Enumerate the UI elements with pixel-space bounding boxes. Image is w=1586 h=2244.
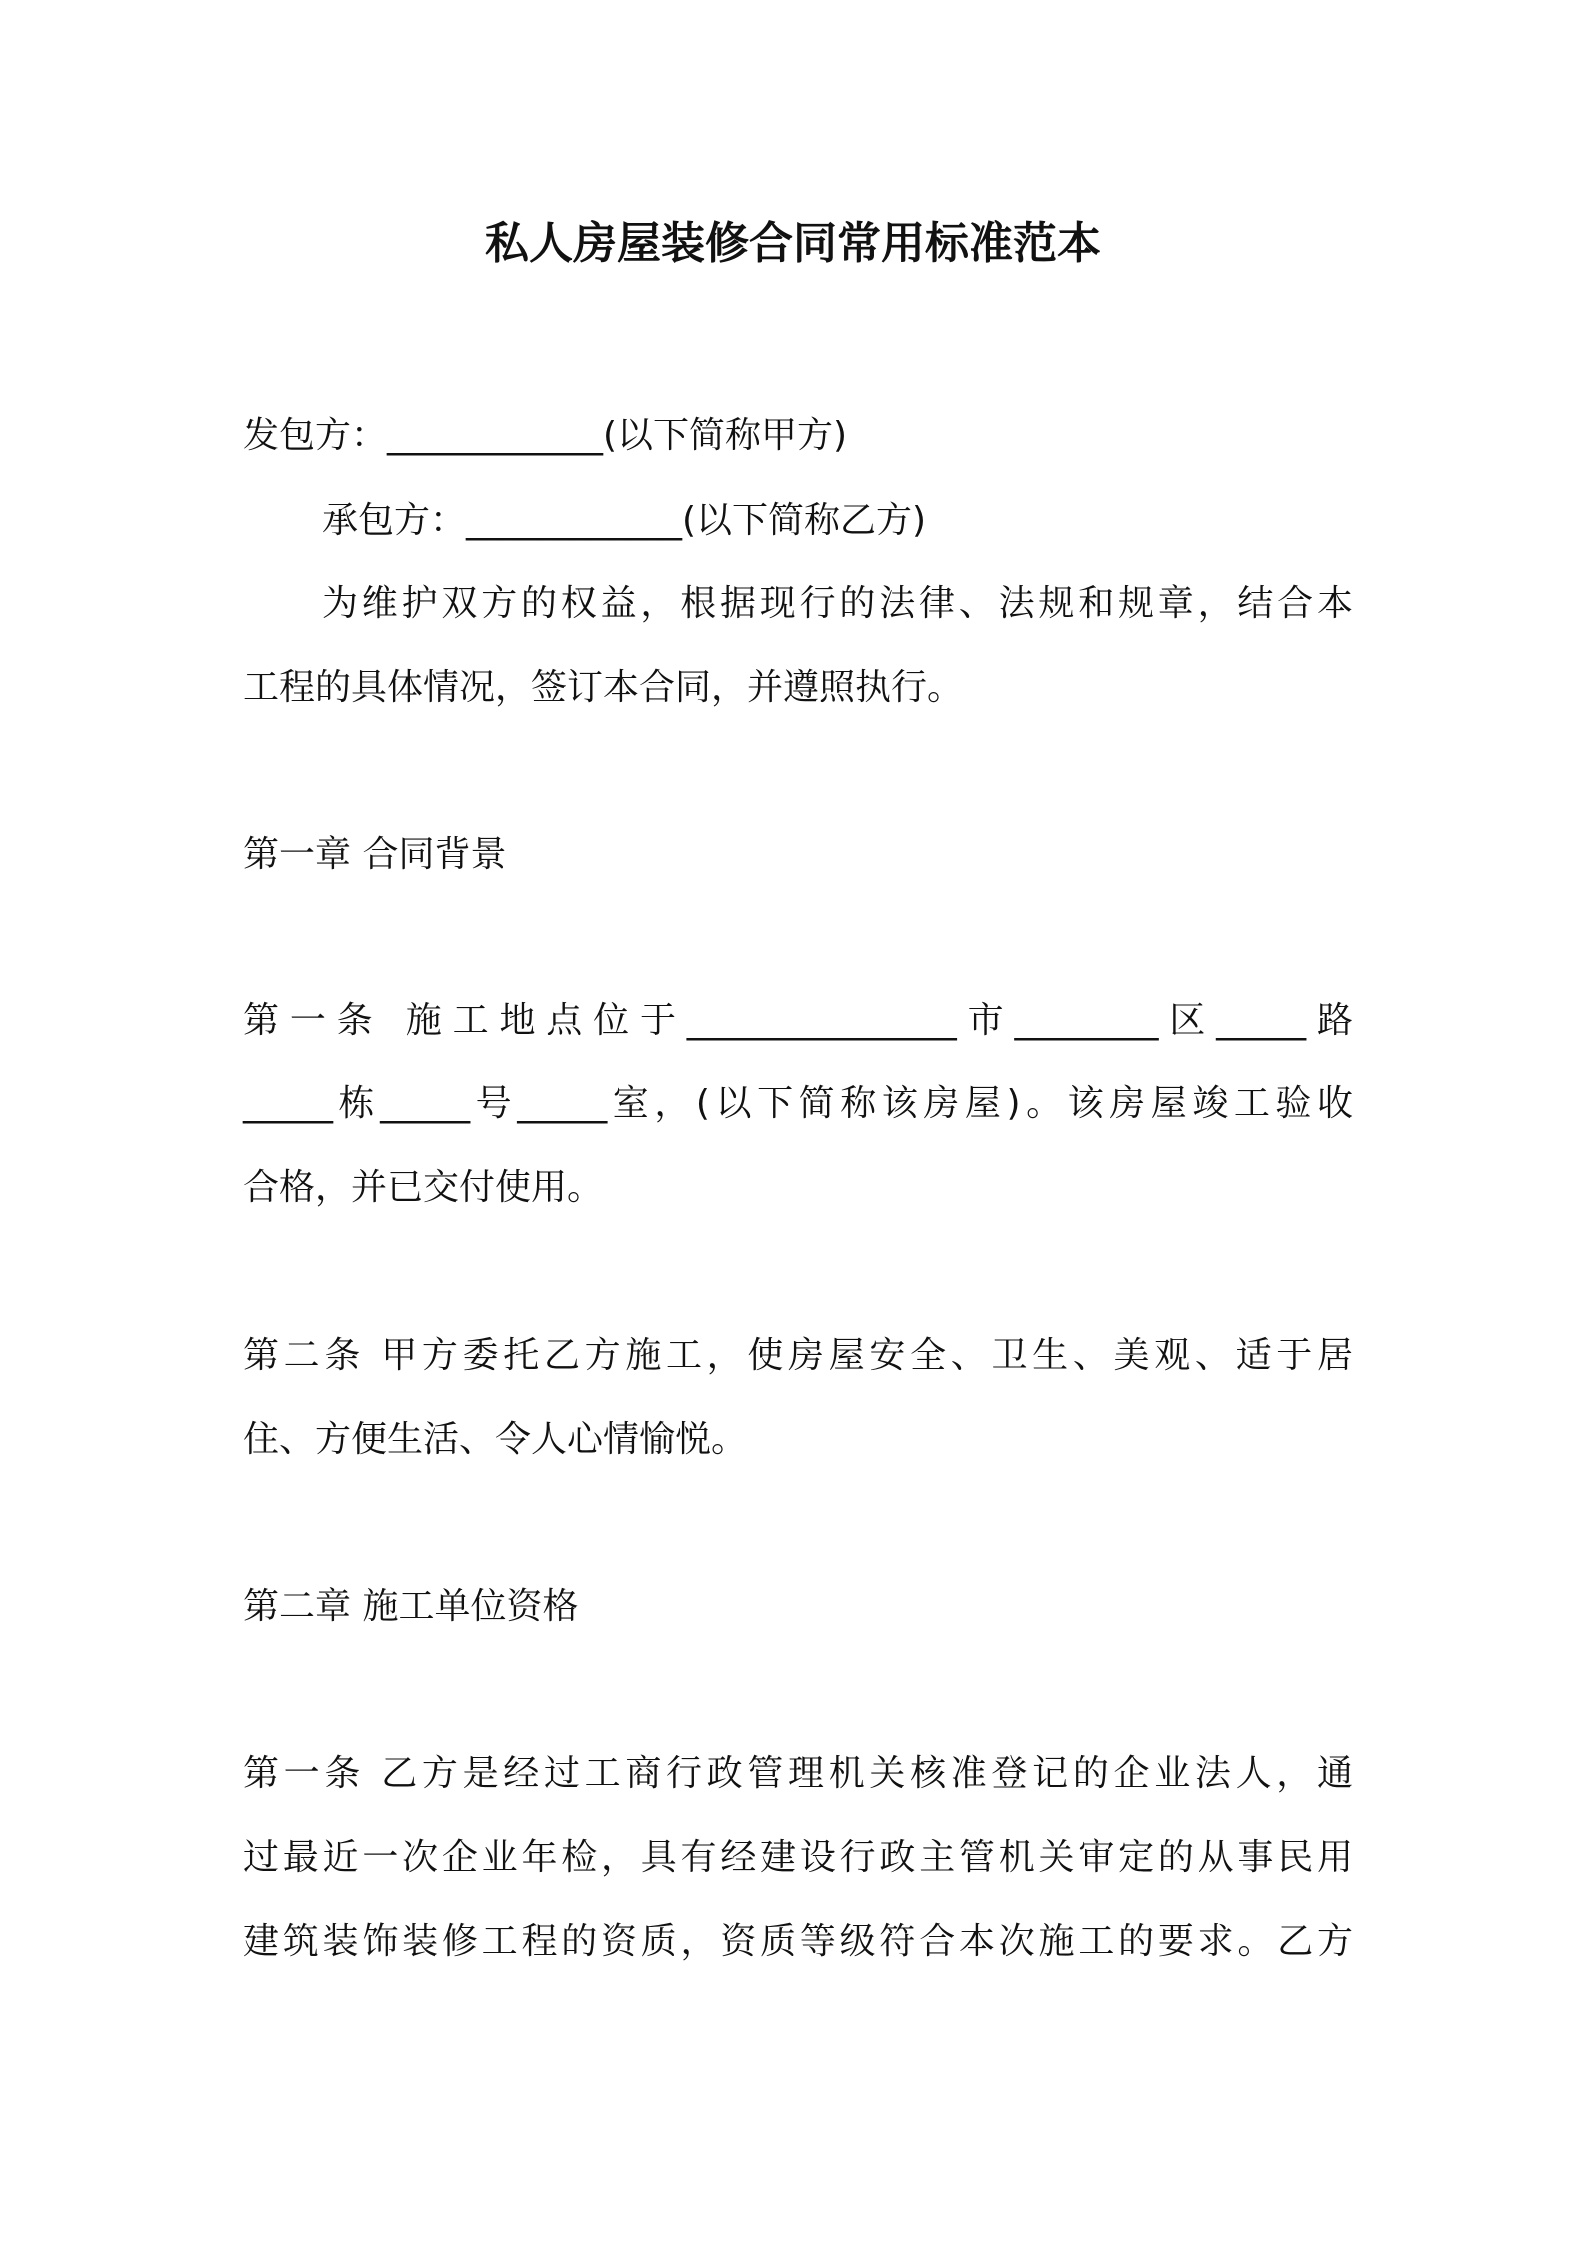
preamble-line-2: 工程的具体情况，签订本合同，并遵照执行。 [243, 667, 964, 708]
chapter-2-article-1-line-2: 过最近一次企业年检，具有经建设行政主管机关审定的从事民用 [243, 1837, 1353, 1878]
chapter-1-article-1-line-3: 合格，并已交付使用。 [243, 1167, 604, 1208]
document-title: 私人房屋装修合同常用标准范本 [485, 218, 1101, 269]
chapter-1-article-1-line-2: _____栋_____号_____室，(以下简称该房屋)。该房屋竣工验收 [243, 1083, 1353, 1124]
contractor-blank: ____________ [466, 500, 683, 541]
chapter-2-article-1-line-3: 建筑装饰装修工程的资质，资质等级符合本次施工的要求。乙方 [243, 1921, 1353, 1962]
contractor-line [322, 495, 926, 547]
chapter-2-heading: 第二章 施工单位资格 [243, 1586, 579, 1627]
employer-blank: ____________ [387, 415, 604, 456]
contractor-alias: (以下简称乙方) [682, 500, 927, 541]
employer-line [243, 410, 847, 462]
chapter-1-article-2-line-1: 第二条 甲方委托乙方施工，使房屋安全、卫生、美观、适于居 [243, 1335, 1353, 1376]
employer-alias: (以下简称甲方) [603, 415, 848, 456]
chapter-1-heading: 第一章 合同背景 [243, 834, 507, 875]
chapter-1-article-1-line-1: 第一条 施工地点位于_______________市________区_____路 [243, 1000, 1353, 1041]
chapter-2-article-1-line-1: 第一条 乙方是经过工商行政管理机关核准登记的企业法人，通 [243, 1753, 1353, 1794]
preamble-line-1: 为维护双方的权益，根据现行的法律、法规和规章，结合本 [322, 583, 1353, 624]
contractor-label: 承包方： [322, 500, 467, 541]
chapter-1-article-2-line-2: 住、方便生活、令人心情愉悦。 [243, 1419, 748, 1460]
employer-label: 发包方： [243, 415, 388, 456]
